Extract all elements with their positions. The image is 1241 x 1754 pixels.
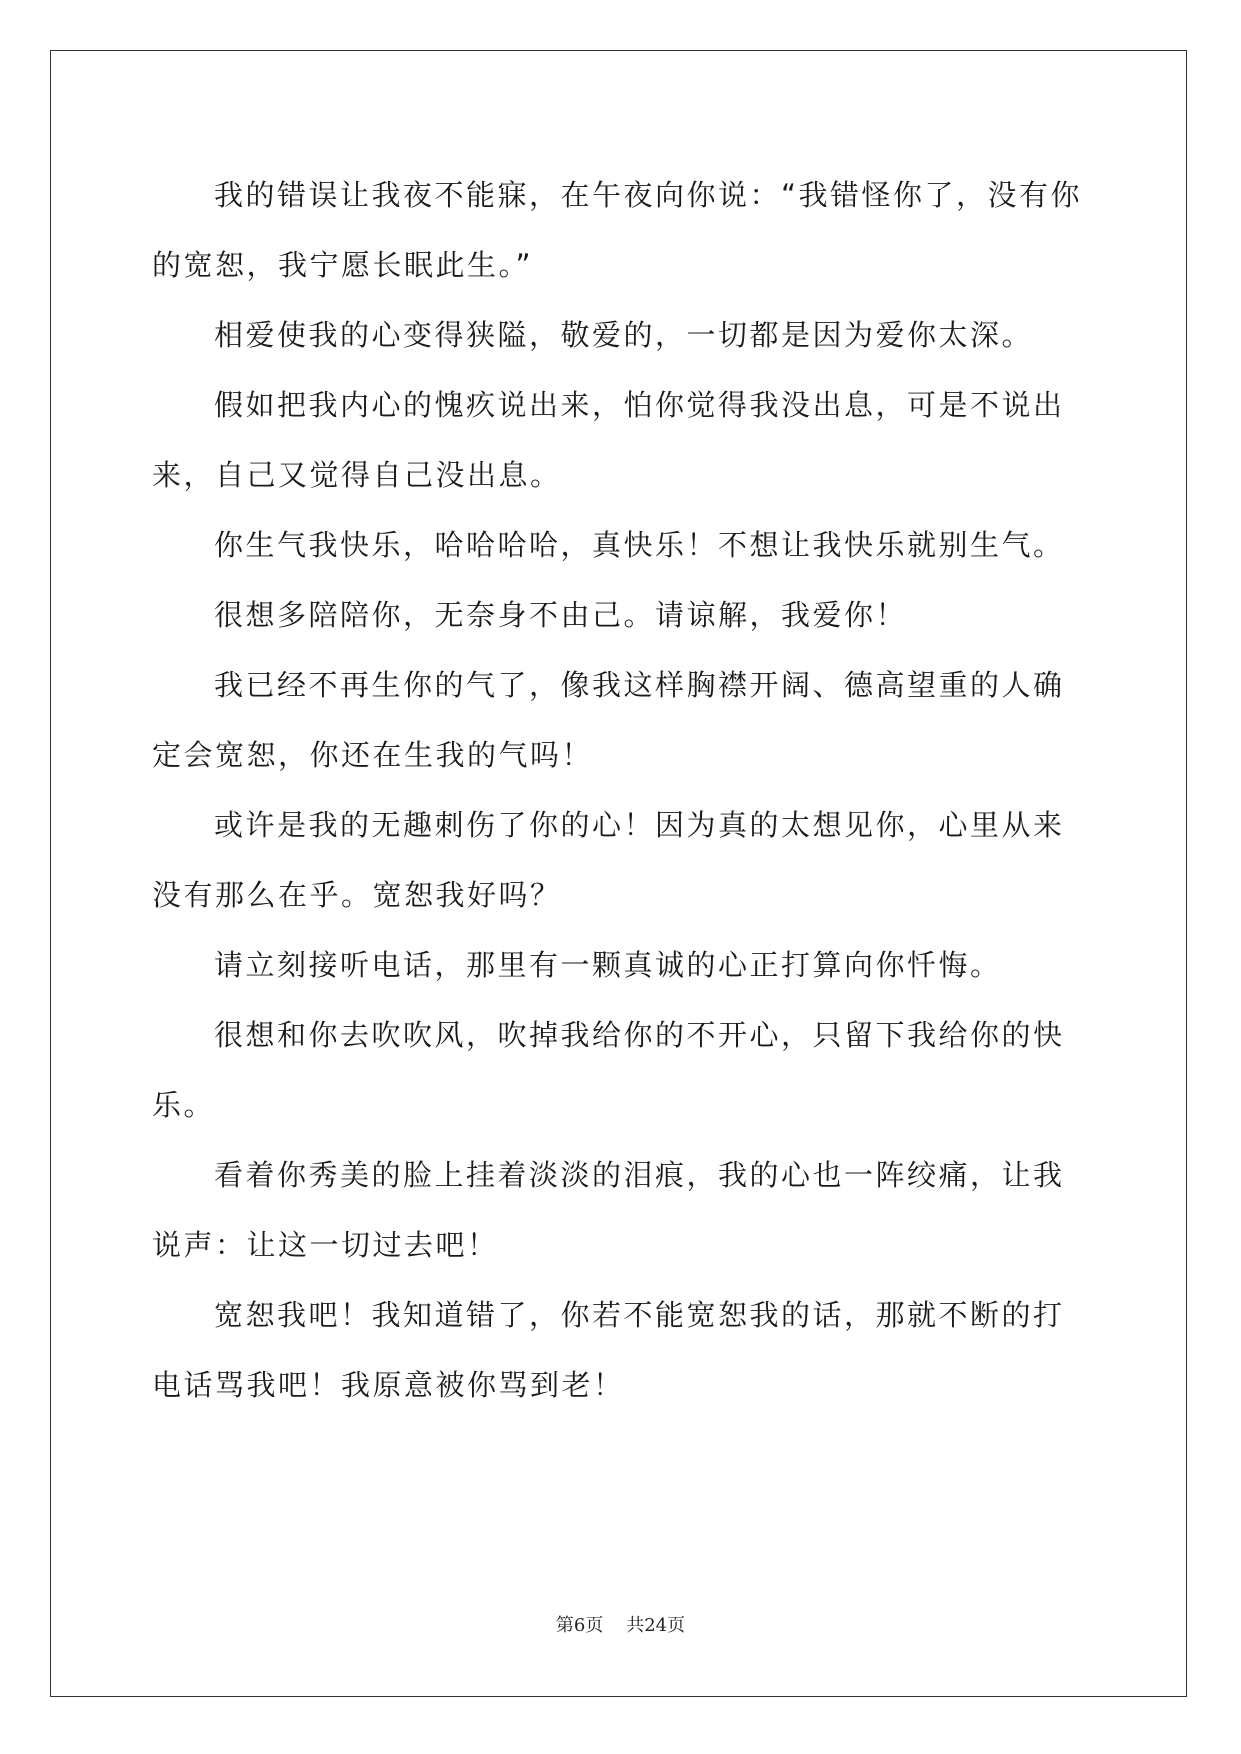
paragraph: 很想和你去吹吹风，吹掉我给你的不开心，只留下我给你的快乐。 — [152, 1018, 1065, 1122]
paragraph: 或许是我的无趣刺伤了你的心！因为真的太想见你，心里从来没有那么在乎。宽恕我好吗？ — [152, 808, 1065, 912]
paragraph: 请立刻接听电话，那里有一颗真诚的心正打算向你忏悔。 — [214, 948, 1002, 982]
page-total: 共24页 — [626, 1615, 686, 1636]
paragraph: 宽恕我吧！我知道错了，你若不能宽恕我的话，那就不断的打电话骂我吧！我原意被你骂到老！ — [152, 1298, 1065, 1402]
document-body — [152, 160, 1092, 1420]
paragraph: 我已经不再生你的气了，像我这样胸襟开阔、德高望重的人确定会宽恕，你还在生我的气吗！ — [152, 668, 1065, 772]
paragraph: 我的错误让我夜不能寐，在午夜向你说：“我错怪你了，没有你的宽恕，我宁愿长眠此生。” — [152, 178, 1083, 282]
paragraph: 相爱使我的心变得狭隘，敬爱的，一切都是因为爱你太深。 — [214, 318, 1034, 352]
paragraph: 假如把我内心的愧疚说出来，怕你觉得我没出息，可是不说出来，自己又觉得自己没出息。 — [152, 388, 1065, 492]
page-footer — [0, 1611, 1241, 1637]
page-number: 第6页 — [555, 1615, 604, 1636]
paragraph: 很想多陪陪你，无奈身不由己。请谅解，我爱你！ — [214, 598, 908, 632]
paragraph: 你生气我快乐，哈哈哈哈，真快乐！不想让我快乐就别生气。 — [214, 528, 1065, 562]
paragraph: 看着你秀美的脸上挂着淡淡的泪痕，我的心也一阵绞痛，让我说声：让这一切过去吧！ — [152, 1158, 1065, 1262]
